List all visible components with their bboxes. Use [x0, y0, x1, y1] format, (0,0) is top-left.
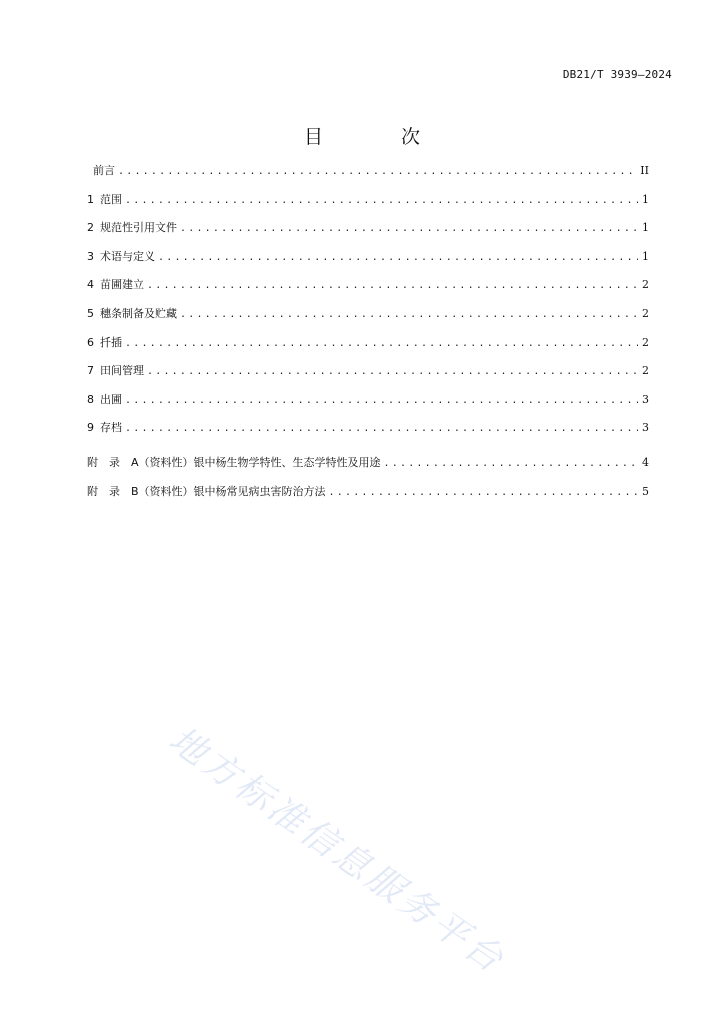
- toc-entry-number: 1: [87, 192, 94, 206]
- toc-entry-appendix-a[interactable]: [87, 454, 649, 483]
- toc-entry-cuttings[interactable]: [87, 305, 649, 334]
- toc-entry-page: 4: [642, 455, 649, 469]
- toc-entry-label: 规范性引用文件: [100, 221, 177, 235]
- toc-entry-appendix-b[interactable]: [87, 483, 649, 512]
- toc-entry-number: 7: [87, 364, 94, 378]
- toc-entry-label: 苗圃建立: [100, 278, 144, 292]
- toc-leader-dots: [125, 335, 638, 353]
- toc-entry-page: 3: [642, 392, 649, 406]
- toc-entry-terms[interactable]: [87, 248, 649, 277]
- toc-entry-page: 2: [642, 335, 649, 349]
- toc-entry-label: 存档: [100, 421, 122, 435]
- toc-entry-foreword[interactable]: [87, 162, 649, 191]
- toc-entry-field-management[interactable]: [87, 362, 649, 391]
- toc-leader-dots: [180, 220, 638, 238]
- toc-entry-page: 1: [642, 221, 649, 235]
- toc-entry-number: 4: [87, 278, 94, 292]
- toc-leader-dots: [125, 392, 638, 410]
- toc-leader-dots: [125, 192, 638, 210]
- toc-entry-label: 范围: [100, 192, 122, 206]
- toc-leader-dots: [118, 163, 636, 181]
- toc-entry-scope[interactable]: [87, 191, 649, 220]
- toc-entry-page: 5: [642, 484, 649, 498]
- toc-entry-number: 8: [87, 392, 94, 406]
- toc-entry-number: 3: [87, 249, 94, 263]
- toc-entry-page: II: [640, 164, 649, 177]
- toc-entry-page: 1: [642, 192, 649, 206]
- toc-entry-label: 田间管理: [100, 364, 144, 378]
- toc-entry-label: 穗条制备及贮藏: [100, 306, 177, 320]
- toc-entry-page: 2: [642, 364, 649, 378]
- toc-entry-number: 9: [87, 421, 94, 435]
- toc-leader-dots: [329, 484, 638, 502]
- toc-entry-label: 出圃: [100, 392, 122, 406]
- toc-entry-label: 前言: [93, 164, 115, 177]
- toc-entry-page: 2: [642, 278, 649, 292]
- toc-entry-number: 2: [87, 221, 94, 235]
- standard-number: DB21/T 3939—2024: [562, 68, 672, 81]
- toc-entry-outplanting[interactable]: [87, 391, 649, 420]
- toc-entry-label: 术语与定义: [100, 249, 155, 263]
- toc-entry-label: 扦插: [100, 335, 122, 349]
- toc-title: 目 次: [303, 126, 457, 148]
- toc-leader-dots: [384, 455, 638, 473]
- toc-leader-dots: [180, 306, 638, 324]
- toc-entry-page: 1: [642, 249, 649, 263]
- toc-entry-planting[interactable]: [87, 334, 649, 363]
- toc-entry-number: 6: [87, 335, 94, 349]
- toc-entry-nursery[interactable]: [87, 276, 649, 305]
- toc-entry-number: 5: [87, 306, 94, 320]
- toc-entry-page: 2: [642, 306, 649, 320]
- toc-entry-normative-references[interactable]: [87, 219, 649, 248]
- toc-leader-dots: [147, 363, 638, 381]
- toc-leader-dots: [147, 277, 638, 295]
- toc-entry-page: 3: [642, 421, 649, 435]
- table-of-contents: [87, 162, 649, 511]
- watermark: 地方标准信息服务平台: [161, 719, 513, 983]
- toc-leader-dots: [125, 420, 638, 438]
- toc-entry-label: 附 录 A（资料性）银中杨生物学特性、生态学特性及用途: [87, 455, 381, 469]
- toc-entry-archiving[interactable]: [87, 419, 649, 448]
- toc-entry-label: 附 录 B（资料性）银中杨常见病虫害防治方法: [87, 484, 326, 498]
- toc-leader-dots: [158, 249, 638, 267]
